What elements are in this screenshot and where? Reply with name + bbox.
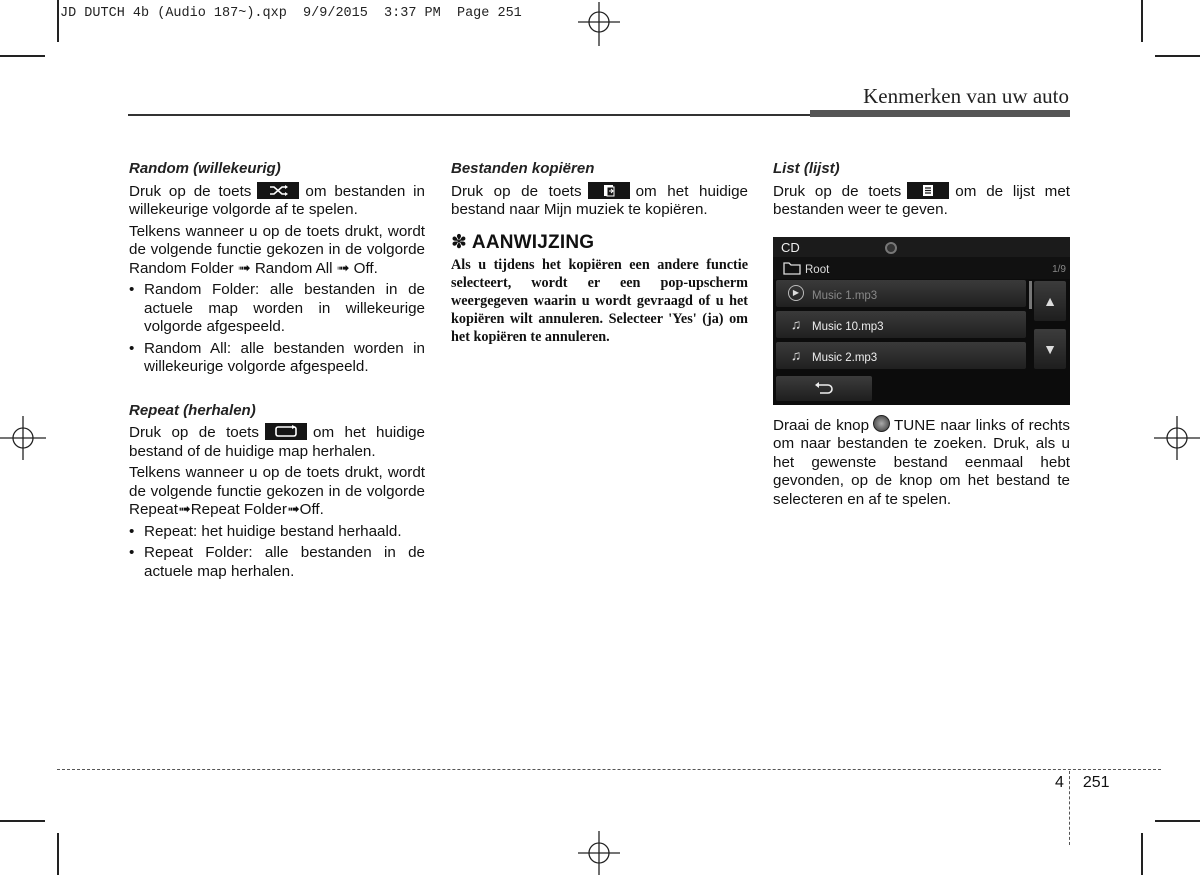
back-arrow-icon — [814, 381, 834, 395]
copy-icon — [588, 182, 630, 199]
music-note-icon: ♫ — [790, 315, 802, 332]
folder-icon — [783, 261, 801, 281]
crop-mark — [0, 55, 45, 57]
music-note-icon: ♫ — [790, 346, 802, 363]
list-item: • Repeat Folder: alle bestanden in de actuele map herhalen. — [129, 544, 425, 581]
section-heading-list: List (lijst) — [773, 160, 840, 177]
column-copy — [451, 160, 748, 349]
file-name: Music 10.mp3 — [812, 320, 884, 333]
column-list — [773, 160, 1070, 512]
screen-title-bar — [773, 237, 1070, 257]
chapter-number: 4 — [1055, 774, 1064, 791]
file-row[interactable] — [776, 280, 1026, 307]
file-row[interactable] — [776, 311, 1026, 338]
repeat-icon — [265, 423, 307, 440]
back-button[interactable] — [776, 376, 872, 401]
crop-mark — [1141, 833, 1143, 875]
cd-list-screen — [773, 237, 1070, 405]
file-count: 1/9 — [1052, 263, 1066, 275]
crop-mark — [1155, 55, 1200, 57]
crop-mark — [57, 833, 59, 875]
folder-path-bar — [773, 257, 1070, 279]
list-instruction: Druk op de toets om de lijst met bestanden weer te geven. — [773, 182, 1070, 218]
print-slug: JD DUTCH 4b (Audio 187~).qxp 9/9/2015 3:37 PM Page 251 — [60, 6, 522, 21]
page-number-value: 251 — [1082, 774, 1110, 791]
tune-instruction: Draai de knop TUNE naar links of rechts om naar bestanden te zoeken. Druk, als u het gewenste bestand eenmaal hebt gevonden, op de knop om het bestand te selecteren en af te spelen. — [773, 416, 1070, 508]
page-number — [1055, 774, 1110, 792]
crop-mark — [57, 0, 59, 42]
crop-mark — [1141, 0, 1143, 42]
page-header-title: Kenmerken van uw auto — [863, 84, 1069, 108]
header-rule-accent — [810, 110, 1070, 117]
scroll-down-button[interactable]: ▼ — [1034, 329, 1066, 369]
folder-name: Root — [805, 263, 830, 276]
crop-mark — [0, 820, 45, 822]
random-description: Telkens wanneer u op de toets drukt, wordt de volgende functie gekozen in de volgorde Random Folder ➟ Random All ➟ Off. — [129, 222, 425, 277]
repeat-description: Telkens wanneer u op de toets drukt, wordt de volgende functie gekozen in de volgorde Repeat➟Repeat Folder➟Off. — [129, 464, 425, 518]
note-body: Als u tijdens het kopiëren een andere functie selecteert, wordt er een pop-upscherm weergegeven waarin u wordt gevraagd of u het kopiëren wilt annuleren. Selecteer 'Yes' (ja) om het kopiëren te annuleren. — [451, 257, 748, 345]
shuffle-icon — [257, 182, 299, 199]
registration-mark-icon — [578, 831, 620, 875]
scroll-up-button[interactable]: ▲ — [1034, 281, 1066, 321]
random-options-list — [129, 281, 425, 377]
play-icon: ▶ — [788, 285, 804, 301]
file-row[interactable] — [776, 342, 1026, 369]
list-item: • Repeat: het huidige bestand herhaald. — [129, 523, 425, 542]
section-heading-copy: Bestanden kopiëren — [451, 160, 595, 177]
registration-mark-icon — [1154, 416, 1200, 460]
registration-mark-icon — [0, 416, 46, 460]
note-heading: ✽ AANWIJZING — [451, 231, 595, 253]
column-random-repeat — [129, 160, 425, 584]
scrollbar[interactable] — [1029, 281, 1032, 309]
header-rule — [128, 114, 810, 116]
footer-rule — [57, 769, 1161, 770]
list-item: • Random All: alle bestanden worden in willekeurige volgorde afgespeeld. — [129, 340, 425, 377]
crop-mark — [1155, 820, 1200, 822]
list-item: • Random Folder: alle bestanden in de actuele map worden in willekeurige volgorde afgespeeld. — [129, 281, 425, 337]
list-icon — [907, 182, 949, 199]
repeat-options-list — [129, 523, 425, 582]
random-instruction: Druk op de toets om bestanden in willekeurige volgorde af te spelen. — [129, 182, 425, 218]
source-label: CD — [781, 239, 800, 255]
section-heading-repeat: Repeat (herhalen) — [129, 401, 256, 419]
repeat-instruction: Druk op de toets om het huidige bestand of de huidige map herhalen. — [129, 424, 425, 460]
file-name: Music 2.mp3 — [812, 351, 878, 364]
disc-icon — [885, 242, 897, 254]
file-name: Music 1.mp3 — [812, 289, 878, 302]
copy-instruction: Druk op de toets om het huidige bestand naar Mijn muziek te kopiëren. — [451, 182, 748, 218]
registration-mark-icon — [578, 2, 620, 46]
section-heading-random: Random (willekeurig) — [129, 160, 281, 177]
knob-icon — [873, 415, 890, 432]
